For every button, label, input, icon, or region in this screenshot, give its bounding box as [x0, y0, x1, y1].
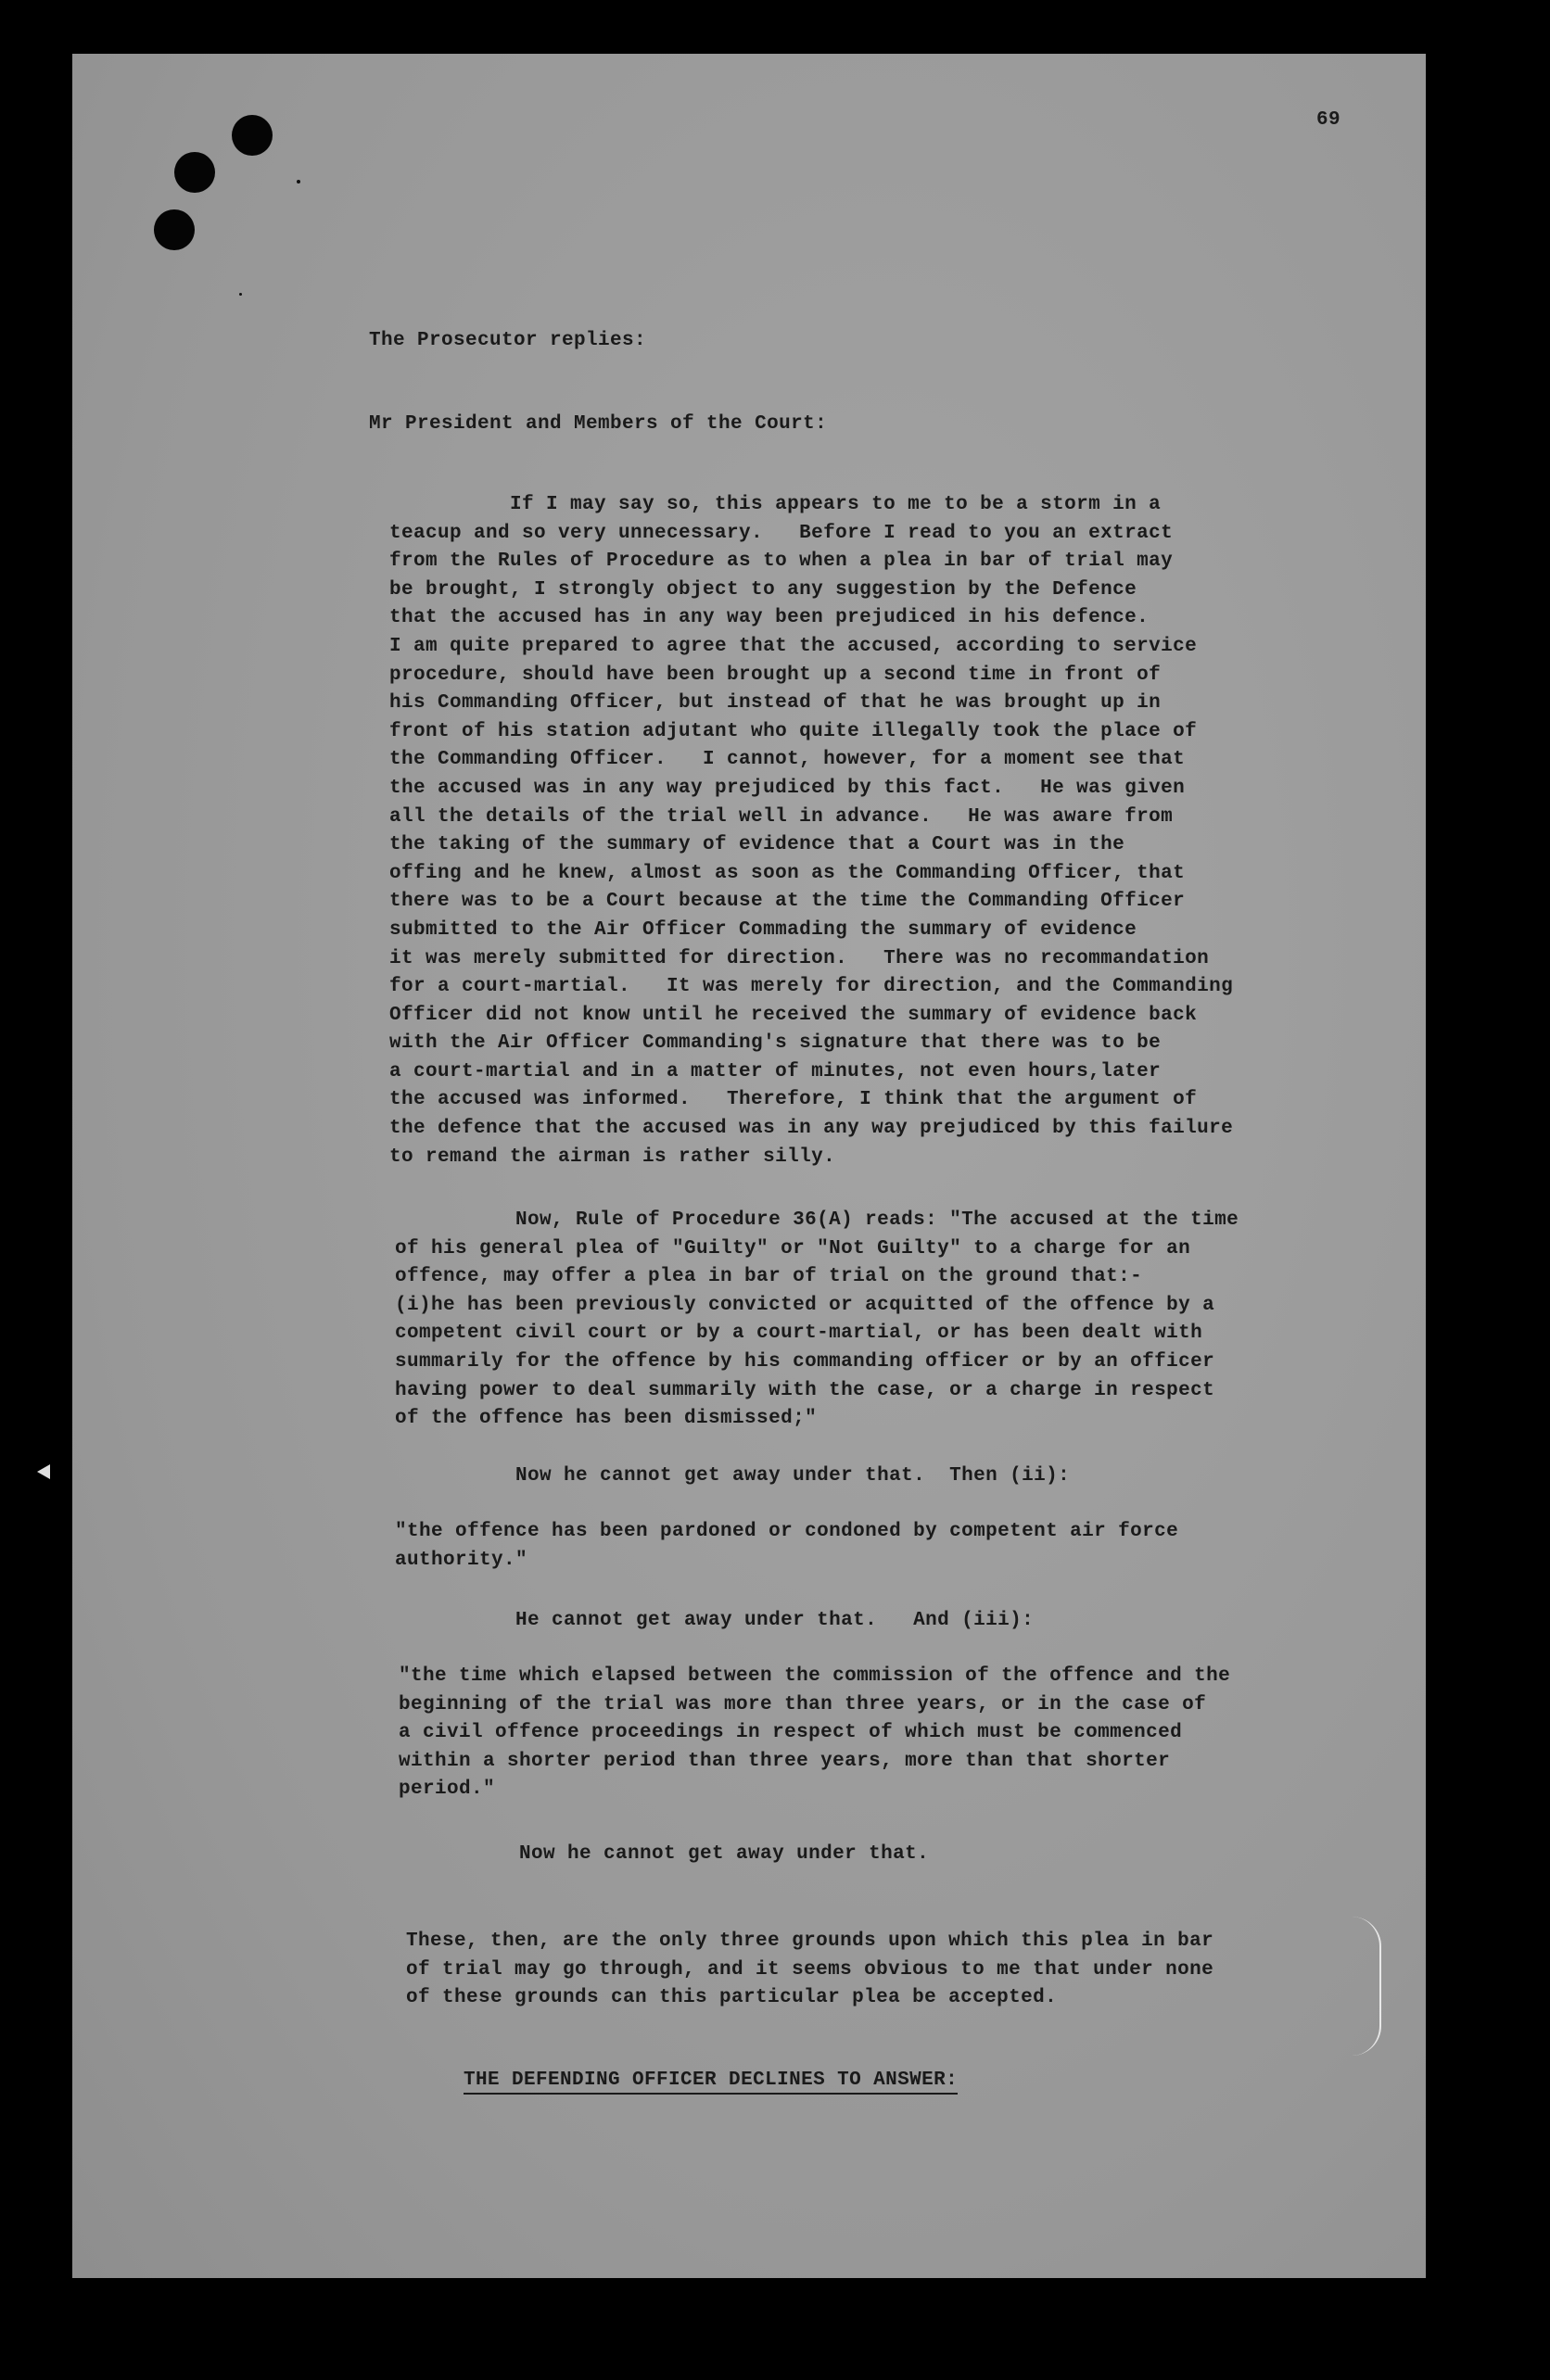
- text-line: all the details of the trial well in advance. He was aware from: [389, 805, 1174, 828]
- text-line: there was to be a Court because at the time the Commanding Officer: [389, 891, 1186, 913]
- text-line: competent civil court or by a court-martial, or has been dealt with: [395, 1323, 1203, 1345]
- edge-arrow-icon: [37, 1464, 50, 1479]
- line-then-ii: Now he cannot get away under that. Then (ii):: [395, 1465, 1071, 1487]
- text-line: teacup and so very unnecessary. Before I read to you an extract: [389, 522, 1174, 544]
- text-line: "the offence has been pardoned or condoned by competent air force: [395, 1521, 1179, 1542]
- text-line: the accused was informed. Therefore, I think that the argument of: [389, 1089, 1198, 1111]
- punch-hole: [154, 209, 195, 250]
- text-line: Now, Rule of Procedure 36(A) reads: "The accused at the time: [395, 1209, 1239, 1231]
- text-line: (i)he has been previously convicted or acquitted of the offence by a: [395, 1294, 1215, 1316]
- document-page: [72, 54, 1426, 2278]
- text-line: it was merely submitted for direction. There was no recommandation: [389, 947, 1210, 969]
- text-line: from the Rules of Procedure as to when a plea in bar of trial may: [389, 551, 1174, 573]
- text-line: procedure, should have been brought up a second time in front of: [389, 664, 1162, 686]
- text-line: of trial may go through, and it seems obvious to me that under none: [406, 1958, 1214, 1981]
- text-line: authority.": [395, 1549, 528, 1571]
- ink-speck: [297, 180, 300, 184]
- text-line: of the offence has been dismissed;": [395, 1408, 818, 1430]
- text-line: with the Air Officer Commanding's signature that there was to be: [389, 1032, 1162, 1055]
- text-line: a civil offence proceedings in respect of which must be commenced: [399, 1722, 1183, 1744]
- punch-hole: [174, 152, 215, 193]
- paragraph-prosecutor-argument: [389, 491, 1233, 1171]
- text-line: These, then, are the only three grounds upon which this plea in bar: [406, 1931, 1214, 1952]
- text-line: front of his station adjutant who quite illegally took the place of: [389, 720, 1198, 742]
- text-line: of his general plea of "Guilty" or "Not Guilty" to a charge for an: [395, 1237, 1191, 1260]
- text-line: for a court-martial. It was merely for direction, and the Commanding: [389, 976, 1234, 998]
- salutation: Mr President and Members of the Court:: [369, 413, 828, 435]
- text-line: a court-martial and in a matter of minutes, not even hours,later: [389, 1060, 1162, 1082]
- text-line: beginning of the trial was more than three years, or in the case of: [399, 1693, 1207, 1715]
- text-line: the Commanding Officer. I cannot, however, for a moment see that: [389, 749, 1186, 771]
- text-line: If I may say so, this appears to me to be a storm in a: [389, 494, 1162, 515]
- text-line: of these grounds can this particular plea be accepted.: [406, 1987, 1058, 2009]
- ink-speck: [239, 293, 242, 296]
- closing-statement-text: THE DEFENDING OFFICER DECLINES TO ANSWER:: [464, 2070, 958, 2095]
- paragraph-conclusion: [406, 1928, 1213, 2013]
- text-line: I am quite prepared to agree that the accused, according to service: [389, 635, 1198, 657]
- text-line: to remand the airman is rather silly.: [389, 1146, 836, 1168]
- page-number: 69: [1316, 109, 1341, 131]
- text-line: his Commanding Officer, but instead of that he was brought up in: [389, 692, 1162, 715]
- punch-hole: [232, 115, 273, 156]
- text-line: Officer did not know until he received the summary of evidence back: [389, 1004, 1198, 1026]
- text-line: offing and he knew, almost as soon as the Commanding Officer, that: [389, 862, 1186, 884]
- paragraph-rule-36a: [395, 1207, 1239, 1434]
- text-line: period.": [399, 1779, 496, 1801]
- text-line: summarily for the offence by his commanding officer or by an officer: [395, 1350, 1215, 1373]
- text-line: submitted to the Air Officer Commading the summary of evidence: [389, 918, 1137, 941]
- text-line: the defence that the accused was in any way prejudiced by this failure: [389, 1118, 1234, 1140]
- text-line: within a shorter period than three years, more than that shorter: [399, 1750, 1171, 1772]
- text-line: that the accused has in any way been prejudiced in his defence.: [389, 607, 1150, 629]
- line-cannot-get-away: Now he cannot get away under that.: [399, 1843, 930, 1865]
- line-and-iii: He cannot get away under that. And (iii):: [395, 1610, 1035, 1631]
- text-line: the taking of the summary of evidence that a Court was in the: [389, 834, 1125, 856]
- margin-pen-mark: [1352, 1917, 1381, 2056]
- quote-ground-ii: [395, 1518, 1178, 1575]
- text-line: the accused was in any way prejudiced by this fact. He was given: [389, 777, 1186, 799]
- text-line: having power to deal summarily with the case, or a charge in respect: [395, 1379, 1215, 1401]
- text-line: "the time which elapsed between the commission of the offence and the: [399, 1665, 1231, 1687]
- text-line: be brought, I strongly object to any suggestion by the Defence: [389, 578, 1137, 601]
- text-line: offence, may offer a plea in bar of trial on the ground that:-: [395, 1266, 1143, 1288]
- closing-statement: [415, 2048, 958, 2112]
- quote-ground-iii: [399, 1663, 1230, 1804]
- prosecutor-heading: The Prosecutor replies:: [369, 330, 647, 351]
